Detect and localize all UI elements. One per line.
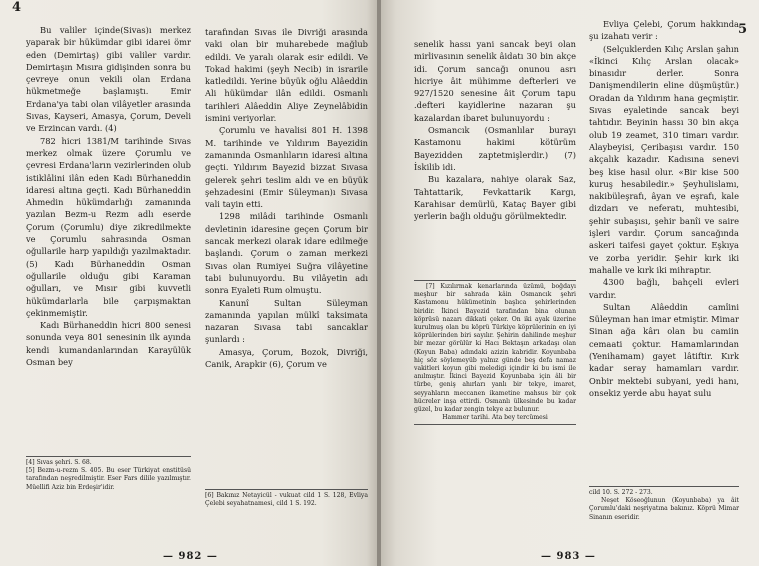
footnote-rule — [26, 456, 191, 457]
footnote: [4] Sıvas şehri. S. 68. — [26, 459, 92, 466]
paragraph: Bu valiler içinde(Sivas)ı merkez yaparak bir hükümdar gibi idarei ömr eden (Demirtaş) gibi valiler vardır. Demirtaşın Mısıra gidişinden sonra bu çevreye onun vekili olan Erdana hükmetmeğe başlamıştı. Emir Erdana'ya tabi olan vilâyetler arasında Sıvas, Kayseri, Amasya, Çorum, Develi ve Erzincan vardı. (4) — [26, 25, 191, 134]
left-page-column-2-footnotes — [205, 489, 368, 508]
paragraph: senelik hassı yani sancak beyi olan mirlivasının senelik âidatı 30 bin akçe idi. Çorum sancağı onunou asrı hicriye âit mühimme defterleri ve 927/1520 senesine âit Çorum tapu .defteri kayidlerine nazaran şu kazalardan ibaret bulunuyordu : — [414, 39, 576, 123]
footnote: [5] Bezm-u-rezm S. 405. Bu eser Türkiyat enstitüsü tarafından neşredilmiştir. Eser Fars dilile yazılmıştır. Müellifi Aziz bin Erdeşir'idir. — [26, 467, 191, 491]
right-page-footer-number: — 983 — — [541, 551, 596, 562]
paragraph: Amasya, Çorum, Bozok, Divriği, Canik, Arapkir (6), Çorum ve — [205, 346, 368, 370]
right-page-column-1 — [414, 38, 576, 222]
footnote-rule — [589, 486, 739, 487]
left-page-column-2 — [205, 26, 368, 370]
footnote-rule — [205, 489, 368, 490]
paragraph: 4300 bağlı, bahçeli evleri vardır. — [589, 277, 739, 300]
right-page-column-2-footnotes — [589, 486, 739, 522]
footnote: [6] Bakınız Netayicül - vukuat cild 1 S. 128, Evliya Çelebi seyahatnamesi, cild 1 S. 192. — [205, 492, 368, 508]
paragraph: Bu kazalara, nahiye olarak Saz, Tahtattarik, Fevkattarik Kargı, Karahisar demürlü, Kataç Bayer gibi yerlerin bağlı olduğu görülmektedir. — [414, 174, 576, 222]
paragraph: Sultan Alâeddin camîini Süleyman han imar etmiştir. Mimar Sinan ağa kârı olan bu camiin cemaati çoktur. Hamamlarından (Yenihamam) gayet lâtiftir. Kırk kadar seray hamamları vardır. Onbir mektebi subyani, yedi hanı, onsekiz yerde abu hayat sulu — [589, 301, 739, 398]
footnote: Hammer tarihi. Ata bey tercümesi — [442, 414, 548, 422]
paragraph: tarafından Sıvas ile Divriği arasında vaki olan bir muharebede mağlub edildi. Ve yaralı olarak esir edildi. Ve Tokad hakimi (şeyh Necib) in israrile katledildi. Yerine büyük oğlu Alâeddin Ali hükümdar ilân edildi. Osmanlı tarihleri Alâeddin Aliye Zeynelâbidin ismini veriyorlar. — [205, 27, 368, 124]
paragraph: 1298 milâdi tarihinde Osmanlı devletinin idaresine geçen Çorum bir sancak merkezi olarak idare edilmeğe başlandı. Çorum o zaman merkezi Sıvas olan Rumiyei Suğra vilâyetine tabi bulunuyordu. Bu vilâyetin adı sonra Eyaleti Rum olmuştu. — [205, 211, 368, 296]
paragraph: 782 hicri 1381/M tarihinde Sıvas merkez olmak üzere Çorumlu ve çevresi Erdana'ların vezirlerinden olub istiklâlini ilân eden Kadı Bürhaneddin idaresi altına geçti. Kadı Bürhaneddin Ahmedin hükümdarlığı zamanında yazılan Bezm-u Rezm adlı eserde Çorum (Çorumlu) diye zikredilmekte ve Çorumlu sahrasında Osman oğullarile harp yapıldığı yazılmaktadır. (5) Kadı Bürhaneddin Osman oğullarile olduğu gibi Karaman oğulları, ve Mısır gibi kuvvetli hükümdarlarla bile çarpışmaktan çekinmemiştir. — [26, 135, 191, 318]
right-page-column-2 — [589, 18, 739, 399]
footnote: cild 10. S. 272 - 273. — [589, 489, 653, 496]
paragraph: Çorumlu ve havalisi 801 H. 1398 M. tarihinde ve Yıldırım Bayezidin zamanında Osmanlıların idaresi altına geçti. Yıldırım Bayezid bizzat Sıvasa gelerek şehri teslim aldı ve en büyük şehzadesini (Emir Süleyman)ı Sıvasa vali tayin etti. — [205, 125, 368, 210]
left-page-column-1-footnotes — [26, 456, 191, 492]
footnote: [7] Kızılırmak kenarlarında üzümü, boğdayı meşhur bir sahrada kâin Osmancık şehri Kastamonu hükümetinin başlıca şehirlerinden biridir. İkinci Bayezid tarafından bina olunan köprüsü nazarı dikkati çeker. On iki ayak üzerine kurulmuş olan bu köprü Türkiye köprülerinin en iyi köprülerinden biri sayılır. Şehirin dahilinde meşhur bir mezar görülür ki Hacı Bektaşın arkadaşı olan (Koyun Baba) adındaki azizin kabridir. Koyunbaba hiç söz söylemeyüb yalnız günde beş defa namaz vakitleri koyun gibi meledigi içindir ki bu ismi ile anılmıştır. İkinci Bayezid Koyunbaba için âli bir türbe, geniş ahırları yanlı bir tekye, imaret, seyyahların meccanen ikametine mahsus bir çok hücreler inşa ettirdi. Osmanlı ülkesinde bu kadar güzel, bu kadar zengin tekye az bulunur. — [414, 283, 576, 414]
left-page-footer-number: — 982 — — [163, 551, 218, 562]
right-page-number: 5 — [737, 22, 747, 37]
left-page — [0, 0, 378, 566]
left-page-column-1 — [26, 24, 191, 368]
paragraph: Osmancık (Osmanlılar burayı Kastamonu hakimi kötürüm Bayezidden zaptetmişlerdir.) (7) İskilib idi. — [414, 125, 576, 172]
paragraph: Kanunî Sultan Süleyman zamanında yapılan mülkî taksimata nazaran Sıvasa tabi sancaklar şunlardı : — [205, 297, 368, 345]
paragraph: (Selçuklerden Kılıç Arslan şahın «İkinci Kılıç Arslan olacak» binasıdır derler. Sonra Danişmendilerin eline düşmüştür.) Oradan da Yıldırım hana geçmiştir. Sıvas eyaletinde sancak beyi tahtıdır. Beyinin hassı 30 bin akça olub 19 zeamet, 310 timarı vardır. Alaybeyisi, Çeribaşısı vardır. 150 akçalık kazadır. Kadısına senevi beş kise hasıl olur. «Bir kise 500 kuruş hesabiledir.» Şeyhulislamı, nakibüleşrafı, âyan ve eşrafı, kale dizdarı ve neferatı, muhtesibi, şehir subaşısı, şehir banîi ve saire işleri vardır. Çorum sancağında askeri taifesi gayet çoktur. Eşkıya ve zorba yeridir. Şehir kırk iki mahalle ve kırk iki mihraptır. — [589, 43, 739, 275]
right-page — [381, 0, 759, 566]
footnote: Neşet Köseoğlunun (Koyunbaba) ya âit Çorumlu'daki neşriyatına bakınız. Köprü Mimar Sinanın eseridir. — [589, 497, 739, 521]
paragraph: Kadı Bürhaneddin hicri 800 senesi sonunda veya 801 senesinin ilk ayında kendi kumandanlarından Karayülük Osman bey — [26, 320, 191, 368]
paragraph: Evliya Çelebi, Çorum hakkında şu izahatı verir : — [589, 19, 739, 42]
left-page-number: 4 — [12, 0, 22, 15]
right-page-boxed-footnote — [414, 280, 576, 425]
